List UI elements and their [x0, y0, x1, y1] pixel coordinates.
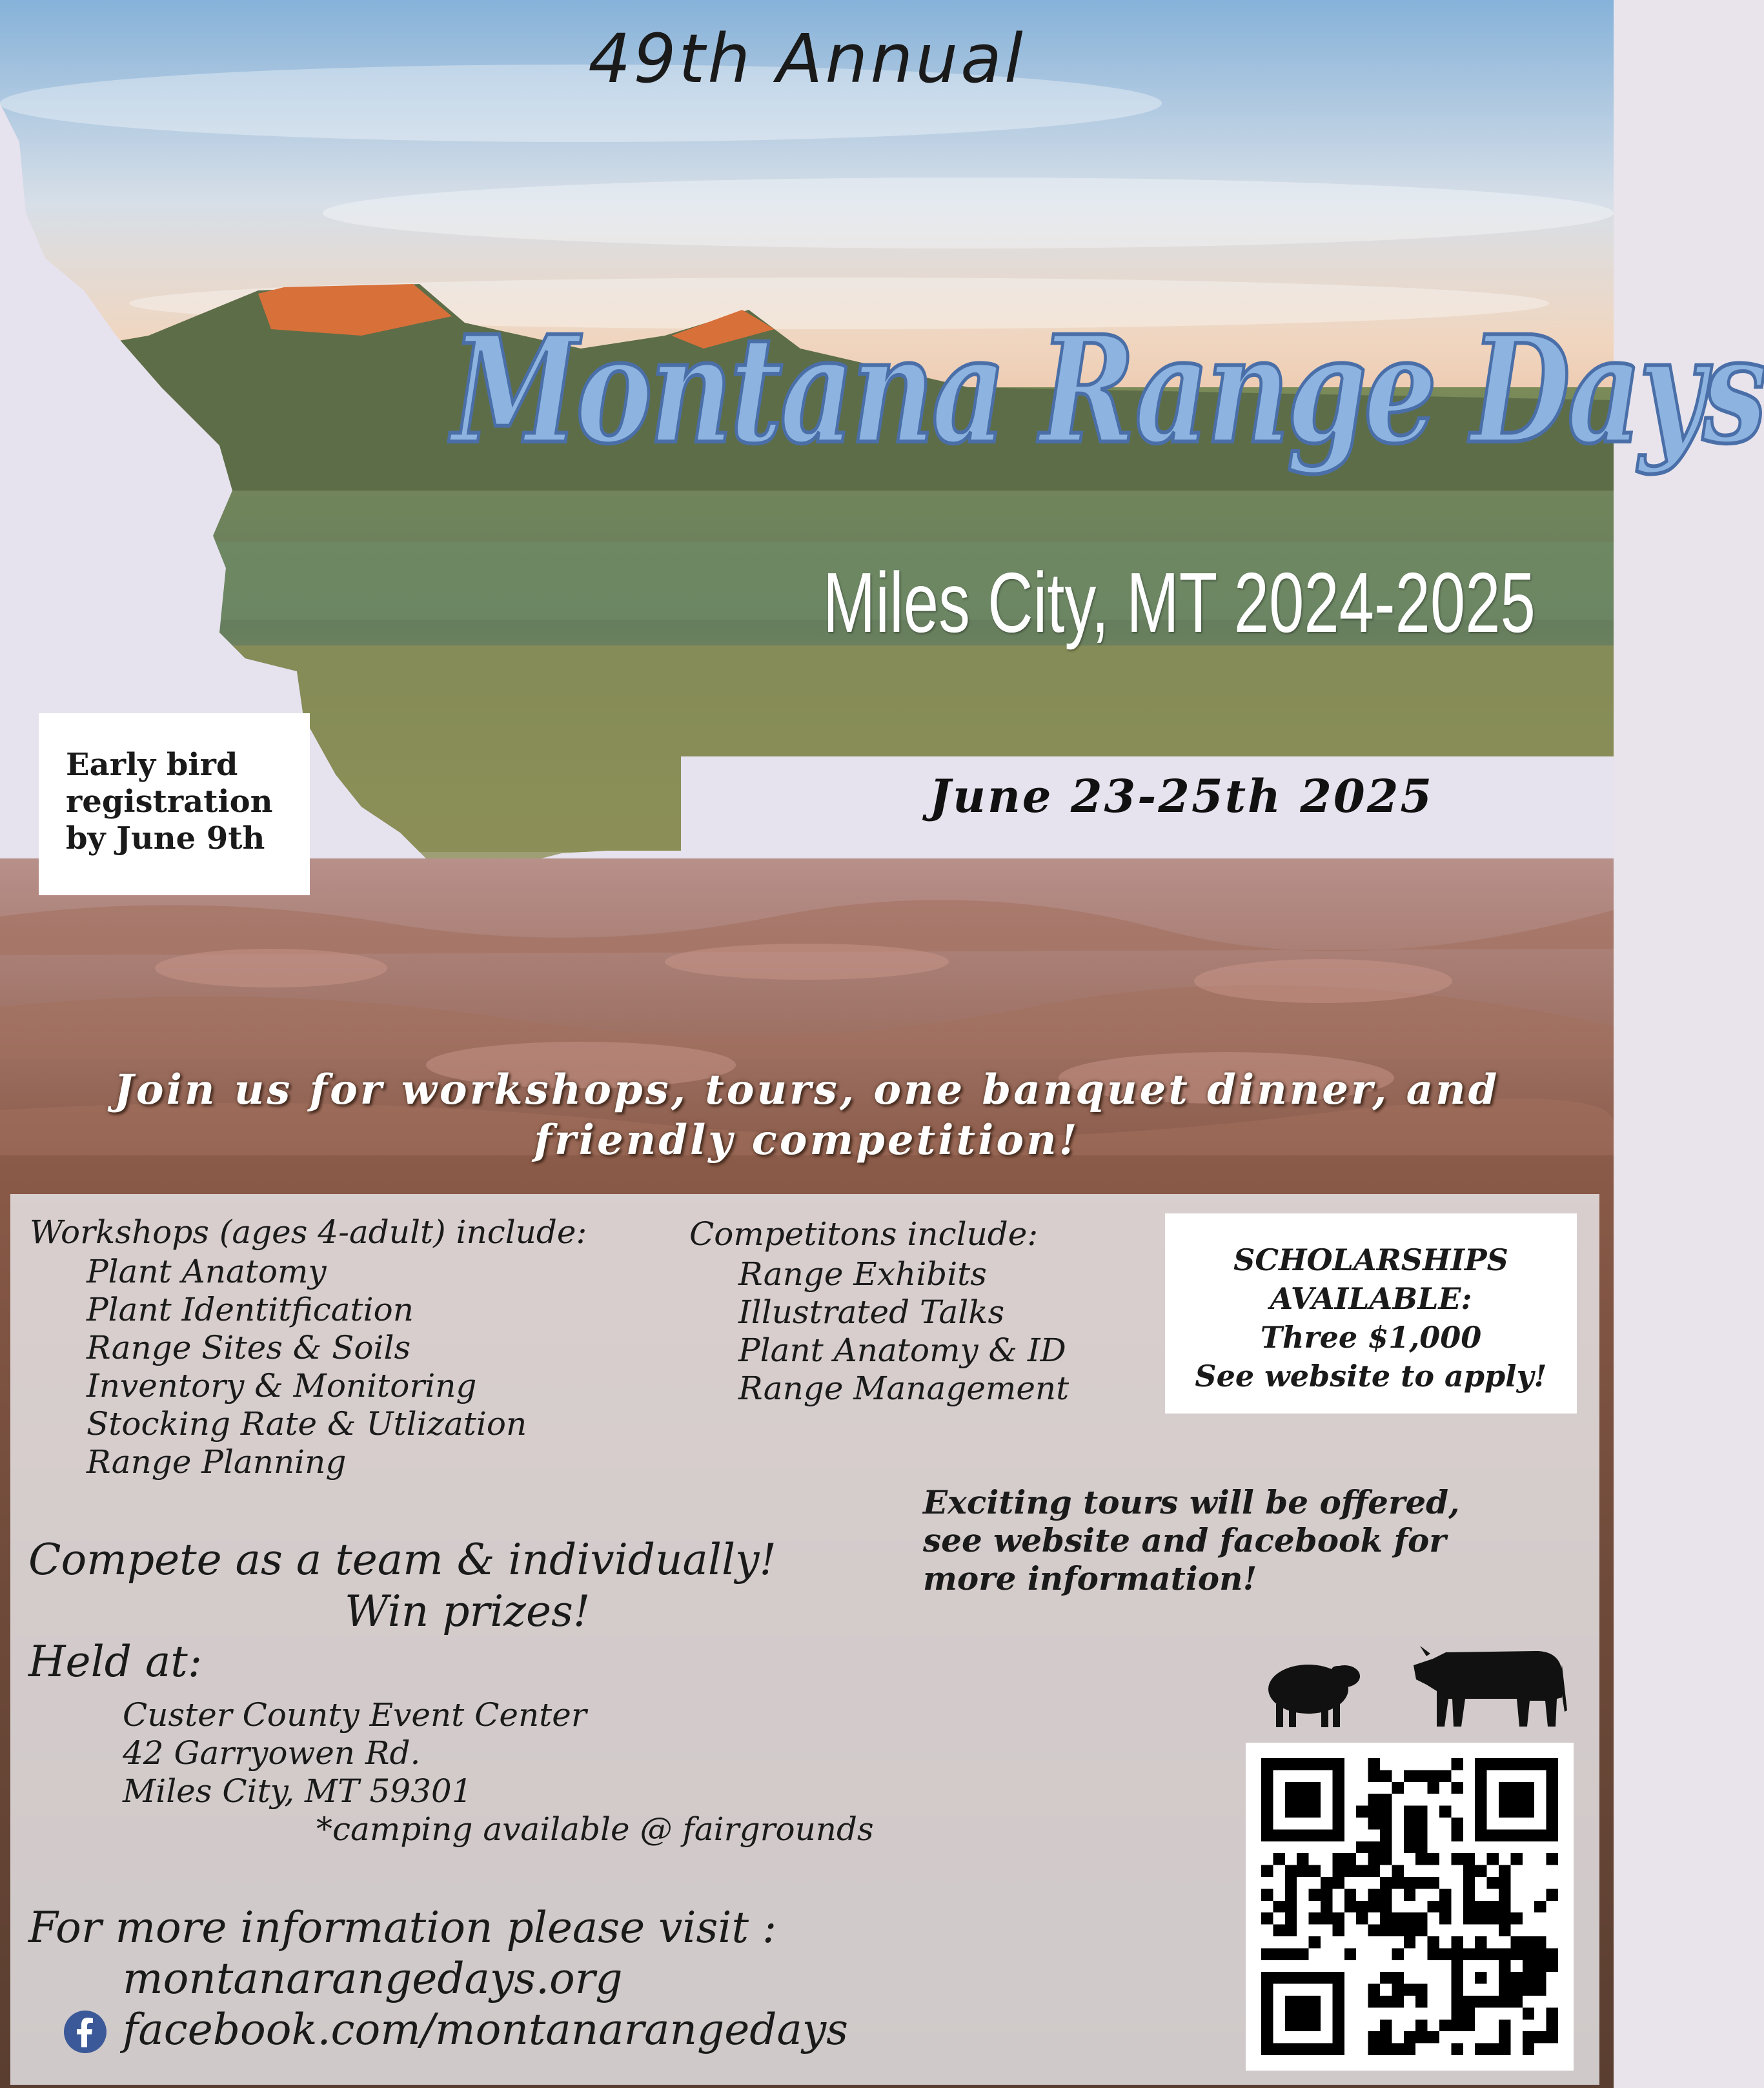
compete-line: Win prizes! [345, 1586, 591, 1636]
venue-street: 42 Garryowen Rd. [123, 1734, 421, 1772]
competition-item: Range Management [738, 1370, 1070, 1407]
location-years-subtitle: Miles City, MT 2024-2025 [823, 555, 1536, 650]
tours-line: Exciting tours will be offered, [923, 1483, 1460, 1521]
workshop-item: Inventory & Monitoring [86, 1367, 477, 1404]
early-bird-line: by June 9th [66, 820, 265, 856]
scholarships-line: Three $1,000 [1260, 1320, 1482, 1355]
competitions-list [738, 1255, 1069, 1408]
workshop-item: Range Sites & Soils [86, 1329, 411, 1366]
more-info-label: For more information please visit : [28, 1903, 777, 1952]
venue-label: Held at: [28, 1637, 203, 1687]
early-bird-notice [39, 713, 310, 895]
event-date: June 23-25th 2025 [929, 769, 1434, 823]
compete-line: Compete as a team & individually! [28, 1535, 776, 1585]
tours-line: see website and facebook for [923, 1521, 1446, 1559]
invitation-text [0, 1065, 1614, 1166]
scholarships-line: SCHOLARSHIPS [1233, 1242, 1508, 1277]
tours-line: more information! [923, 1559, 1257, 1597]
venue-city: Miles City, MT 59301 [123, 1772, 472, 1810]
scholarships-line: AVAILABLE: [1270, 1281, 1472, 1316]
annual-edition-heading: 49th Annual [588, 19, 1026, 98]
website-link[interactable]: montanarangedays.org [123, 1954, 623, 2003]
cow-icon [1407, 1639, 1568, 1730]
early-bird-line: registration [66, 784, 273, 820]
invitation-line: friendly competition! [534, 1116, 1080, 1164]
qr-code[interactable] [1246, 1743, 1574, 2071]
invitation-line: Join us for workshops, tours, one banquet dinner, and [114, 1066, 1500, 1114]
competitions-title: Competitons include: [689, 1215, 1039, 1253]
sheep-icon [1262, 1649, 1365, 1730]
venue-name: Custer County Event Center [123, 1696, 587, 1734]
facebook-icon [63, 2010, 107, 2054]
workshop-item: Plant Identitfication [86, 1291, 414, 1328]
compete-message [28, 1534, 880, 1637]
workshops-list [86, 1253, 527, 1481]
tours-note [923, 1483, 1460, 1597]
workshop-item: Plant Anatomy [86, 1253, 327, 1290]
venue-address [123, 1696, 874, 1849]
competition-item: Illustrated Talks [738, 1293, 1005, 1331]
workshop-item: Stocking Rate & Utlization [86, 1405, 527, 1443]
competition-item: Range Exhibits [738, 1255, 987, 1293]
scholarships-box [1165, 1213, 1577, 1414]
facebook-link[interactable]: facebook.com/montanarangedays [123, 2005, 849, 2054]
early-bird-line: Early bird [66, 747, 238, 783]
competition-item: Plant Anatomy & ID [738, 1332, 1066, 1369]
workshop-item: Range Planning [86, 1443, 347, 1481]
workshops-title: Workshops (ages 4-adult) include: [30, 1213, 587, 1251]
event-title: Montana Range Days [452, 303, 1764, 476]
camping-note: *camping available @ fairgrounds [316, 1810, 874, 1848]
scholarships-line: See website to apply! [1195, 1359, 1547, 1394]
